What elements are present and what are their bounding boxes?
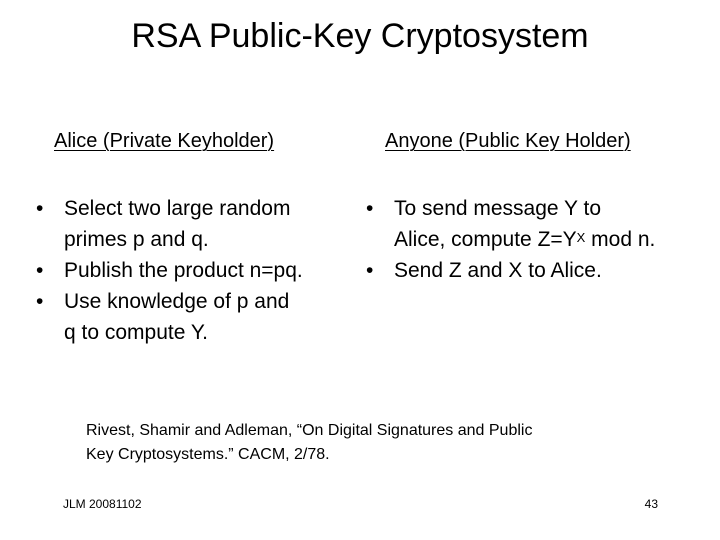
- exponent: X: [576, 230, 586, 245]
- bullet-text: Select two large random: [64, 197, 291, 220]
- left-column-heading: Alice (Private Keyholder): [54, 130, 275, 152]
- bullet-text: mod n.: [585, 228, 656, 251]
- bullet-icon: •: [36, 290, 44, 313]
- bullet-text: Alice, compute Z=Y: [394, 228, 577, 251]
- bullet-text: To send message Y to: [394, 197, 602, 220]
- right-bullet-list: [366, 193, 711, 286]
- bullet-icon: •: [366, 259, 374, 282]
- bullet-text: q to compute Y.: [64, 321, 208, 344]
- list-item: [36, 193, 366, 255]
- list-item: [36, 286, 366, 348]
- bullet-icon: •: [366, 197, 374, 220]
- footer-label: JLM 20081102: [63, 497, 142, 511]
- bullet-icon: •: [36, 259, 44, 282]
- right-column-heading: Anyone (Public Key Holder): [385, 130, 631, 152]
- bullet-text: Use knowledge of p and: [64, 290, 290, 313]
- left-bullet-list: [36, 193, 366, 348]
- citation-line: Rivest, Shamir and Adleman, “On Digital Signatures and Public: [86, 422, 533, 439]
- citation: [86, 419, 686, 467]
- citation-line: Key Cryptosystems.” CACM, 2/78.: [86, 446, 330, 463]
- page-number: 43: [644, 497, 658, 511]
- bullet-text: Publish the product n=pq.: [64, 259, 303, 282]
- list-item: [36, 255, 366, 286]
- list-item: [366, 193, 711, 255]
- bullet-text: Send Z and X to Alice.: [394, 259, 602, 282]
- list-item: [366, 255, 711, 286]
- bullet-text: primes p and q.: [64, 228, 209, 251]
- slide-title: RSA Public-Key Cryptosystem: [131, 17, 589, 55]
- bullet-icon: •: [36, 197, 44, 220]
